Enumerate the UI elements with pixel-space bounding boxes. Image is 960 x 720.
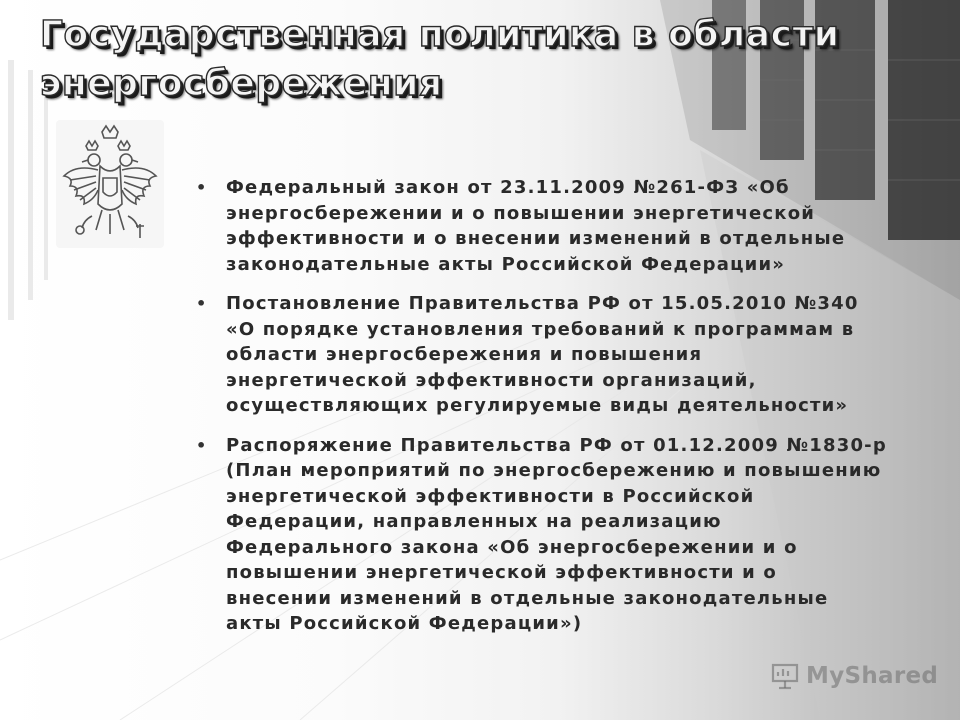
bullet-text: Федеральный закон от 23.11.2009 №261-ФЗ «Об энергосбережении и о повышении энергетической эффективности и о внесении изменений в отдельные законодательные акты Российской Федерации»: [226, 177, 846, 275]
bullet-text: Распоряжение Правительства РФ от 01.12.2009 №1830-р (План мероприятий по энергосбережению и повышению энергетической эффективности в Российской Федерации, направленных на реализацию Федерального закона «Об энергосбережении и о повышении энергетической эффективности и о внесении изменений в отдельные законодательные акты Российской Федерации»): [226, 434, 887, 634]
bullet-marker: •: [196, 294, 208, 313]
title-line-2: энергосбережения: [40, 63, 443, 104]
list-item: [190, 175, 890, 277]
list-item: [190, 291, 890, 419]
bullet-marker: •: [196, 435, 208, 455]
watermark-text: MyShared: [806, 663, 939, 689]
title-line-1: Государственная политика в области: [40, 14, 840, 55]
myshared-watermark: [770, 658, 938, 694]
presentation-board-icon: [770, 661, 800, 691]
list-item: [190, 433, 890, 637]
russian-coat-of-arms-icon: [56, 120, 164, 248]
slide-title: [40, 10, 920, 108]
bullet-marker: •: [196, 178, 208, 197]
legislation-list: [190, 175, 890, 651]
bullet-text: Постановление Правительства РФ от 15.05.2010 №340 «О порядке установления требований к программам в области энергосбережения и повышения энергетической эффективности организаций, осуществляющих регулируемые виды деятельности»: [226, 293, 859, 416]
